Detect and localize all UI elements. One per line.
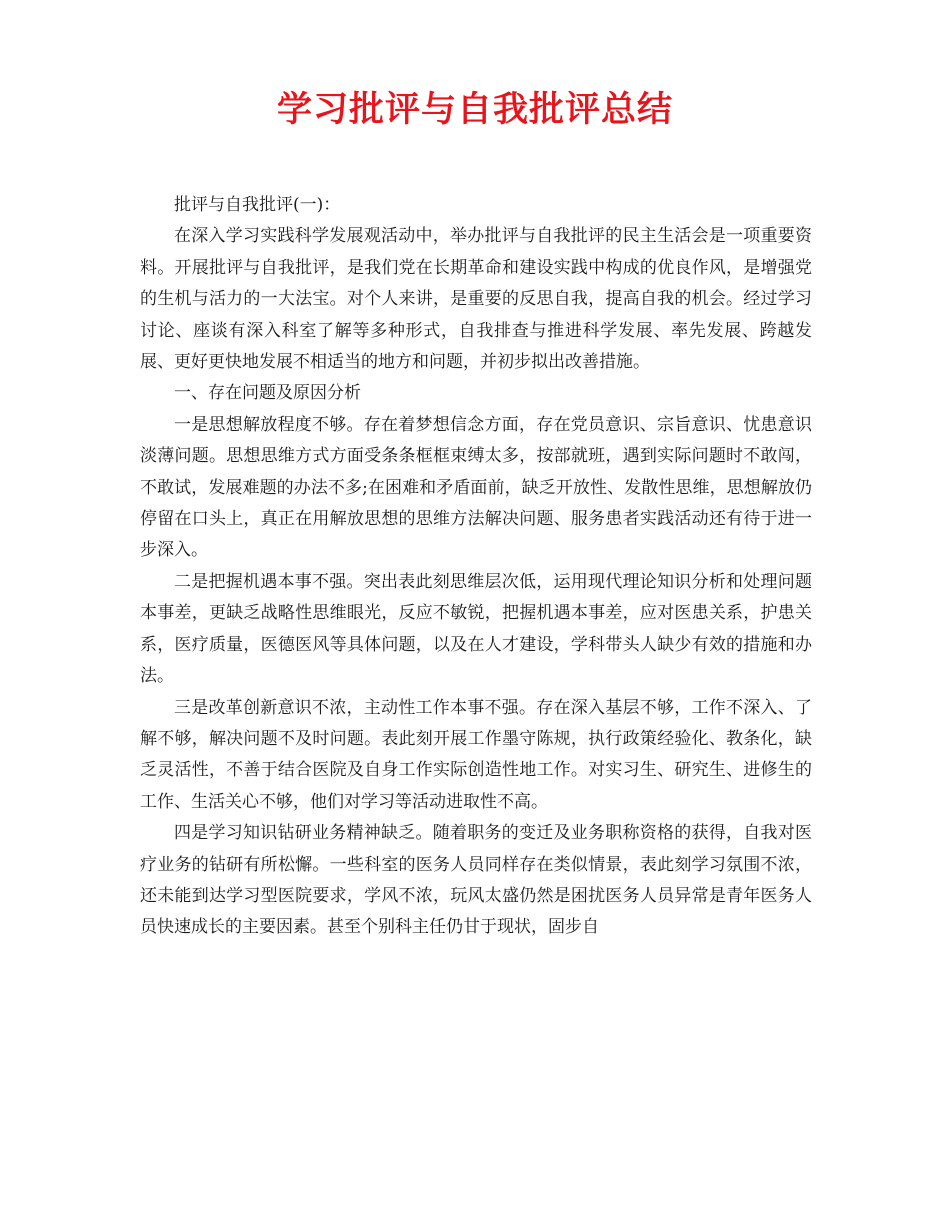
problem-paragraph-one: 一是思想解放程度不够。存在着梦想信念方面，存在党员意识、宗旨意识、忧患意识淡薄问题。思想思维方式方面受条条框框束缚太多，按部就班，遇到实际问题时不敢闯，不敢试，发展难题的办法不多;在困难和矛盾面前，缺乏开放性、发散性思维，思想解放仍停留在口头上，真正在用解放思想的思维方法解决问题、服务患者实践活动还有待于进一步深入。 [140, 414, 812, 561]
problem-paragraph-two: 二是把握机遇本事不强。突出表此刻思维层次低，运用现代理论知识分析和处理问题本事差，更缺乏战略性思维眼光，反应不敏锐，把握机遇本事差，应对医患关系，护患关系，医疗质量，医德医风等具体问题，以及在人才建设，学科带头人缺少有效的措施和办法。 [140, 571, 812, 687]
document-body [140, 190, 812, 944]
section-heading-problems: 一、存在问题及原因分析 [174, 383, 361, 404]
section-heading-criticism-one: 批评与自我批评(一)： [174, 195, 341, 215]
intro-paragraph: 在深入学习实践科学发展观活动中，举办批评与自我批评的民主生活会是一项重要资料。开展批评与自我批评，是我们党在长期革命和建设实践中构成的优良作风，是增强党的生机与活力的一大法宝。对个人来讲，是重要的反思自我，提高自我的机会。经过学习讨论、座谈有深入科室了解等多种形式，自我排查与推进科学发展、率先发展、跨越发展、更好更快地发展不相适当的地方和问题，并初步拟出改善措施。 [140, 226, 812, 373]
document-title: 学习批评与自我批评总结 [276, 89, 673, 130]
problem-paragraph-four: 四是学习知识钻研业务精神缺乏。随着职务的变迁及业务职称资格的获得，自我对医疗业务的钻研有所松懈。一些科室的医务人员同样存在类似情景，表此刻学习氛围不浓，还未能到达学习型医院要求，学风不浓，玩风太盛仍然是困扰医务人员异常是青年医务人员快速成长的主要因素。甚至个别科主任仍甘于现状，固步自 [140, 823, 812, 938]
problem-paragraph-three: 三是改革创新意识不浓，主动性工作本事不强。存在深入基层不够，工作不深入、了解不够，解决问题不及时问题。表此刻开展工作墨守陈规，执行政策经验化、教条化，缺乏灵活性，不善于结合医院及自身工作实际创造性地工作。对实习生、研究生、进修生的工作、生活关心不够，他们对学习等活动进取性不高。 [140, 697, 812, 812]
